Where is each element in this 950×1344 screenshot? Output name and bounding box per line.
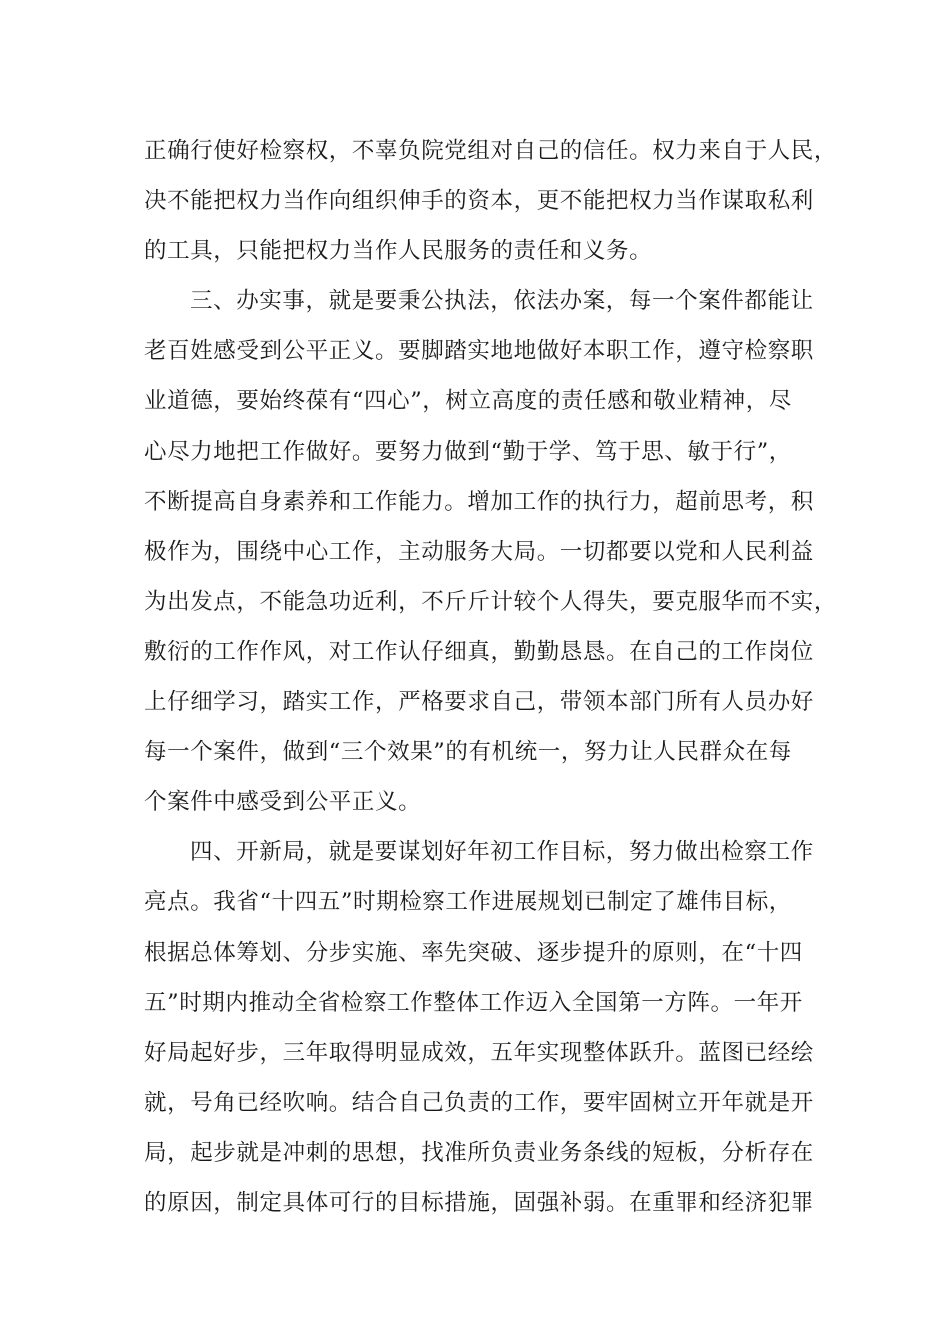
text-line: 个案件中感受到公平正义。 <box>144 789 422 816</box>
text-line: 敷衍的工作作风，对工作认仔细真，勤勤恳恳。在自己的工作岗位 <box>144 638 814 665</box>
text-line: 不断提高自身素养和工作能力。增加工作的执行力，超前思考，积 <box>144 488 814 515</box>
text-line: 的工具，只能把权力当作人民服务的责任和义务。 <box>144 238 653 265</box>
text-line: 极作为，围绕中心工作，主动服务大局。一切都要以党和人民利益 <box>144 538 814 565</box>
text-line: 业道德，要始终葆有“四心”，树立高度的责任感和敬业精神，尽 <box>144 388 792 415</box>
text-line: 决不能把权力当作向组织伸手的资本，更不能把权力当作谋取私利 <box>144 188 814 215</box>
text-line: 好局起好步，三年取得明显成效，五年实现整体跃升。蓝图已经绘 <box>144 1039 814 1066</box>
text-line: 正确行使好检察权，不辜负院党组对自己的信任。权力来自于人民， <box>144 138 838 164</box>
text-line: 局，起步就是冲刺的思想，找准所负责业务条线的短板，分析存在 <box>144 1139 814 1166</box>
text-line: 心尽力地把工作做好。要努力做到“勤于学、笃于思、敏于行”， <box>144 438 792 465</box>
text-line: 的原因，制定具体可行的目标措施，固强补弱。在重罪和经济犯罪 <box>144 1189 814 1216</box>
body-text <box>144 126 838 1228</box>
text-line: 老百姓感受到公平正义。要脚踏实地地做好本职工作，遵守检察职 <box>144 338 814 365</box>
text-line: 为出发点，不能急功近利，不斤斤计较个人得失，要克服华而不实， <box>144 588 838 615</box>
text-line: 亮点。我省“十四五”时期检察工作进展规划已制定了雄伟目标， <box>144 889 792 916</box>
paragraph-first-line: 三、办实事，就是要秉公执法，依法办案，每一个案件都能让 <box>190 288 814 315</box>
text-line: 根据总体筹划、分步实施、率先突破、逐步提升的原则，在“十四 <box>144 939 803 966</box>
text-line: 每一个案件，做到“三个效果”的有机统一，努力让人民群众在每 <box>144 739 792 766</box>
text-line: 上仔细学习，踏实工作，严格要求自己，带领本部门所有人员办好 <box>144 689 814 716</box>
text-line: 五”时期内推动全省检察工作整体工作迈入全国第一方阵。一年开 <box>144 989 803 1016</box>
text-line: 就，号角已经吹响。结合自己负责的工作，要牢固树立开年就是开 <box>144 1089 814 1116</box>
paragraph-first-line: 四、开新局，就是要谋划好年初工作目标，努力做出检察工作 <box>190 839 814 866</box>
